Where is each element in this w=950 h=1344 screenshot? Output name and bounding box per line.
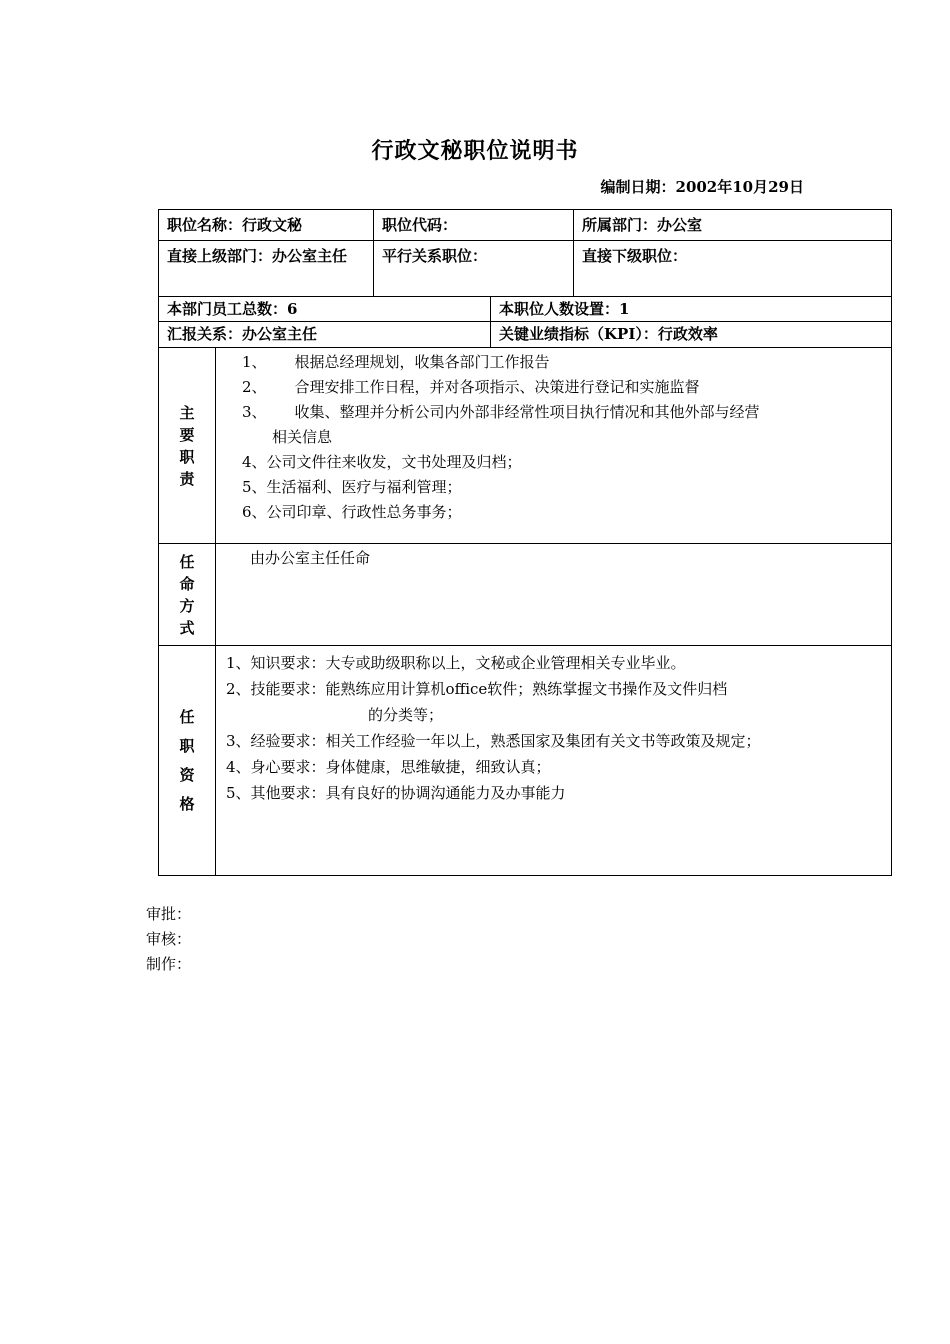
position-code-cell: 职位代码： bbox=[374, 210, 574, 241]
qualifications-label: 任 职 资 格 bbox=[159, 646, 216, 876]
duty-item: 5、生活福利、医疗与福利管理； bbox=[242, 478, 462, 496]
qualification-item-continued: 的分类等； bbox=[368, 706, 444, 724]
reporting-cell: 汇报关系：办公室主任 bbox=[159, 322, 491, 348]
duty-item: 3、 收集、整理并分析公司内外部非经常性项目执行情况和其他外部与经营 bbox=[242, 403, 760, 421]
duty-item: 4、公司文件往来收发，文书处理及归档； bbox=[242, 453, 522, 471]
duties-content bbox=[216, 348, 892, 544]
qualifications-content bbox=[216, 646, 892, 876]
review-line: 审核： bbox=[146, 930, 192, 948]
appointment-content: 由办公室主任任命 bbox=[216, 544, 892, 646]
subordinate-position-cell: 直接下级职位： bbox=[574, 241, 892, 297]
duty-item: 6、公司印章、行政性总务事务； bbox=[242, 503, 462, 521]
department-cell: 所属部门：办公室 bbox=[574, 210, 892, 241]
qualification-item: 5、其他要求：具有良好的协调沟通能力及办事能力 bbox=[226, 784, 566, 802]
prepare-line: 制作： bbox=[146, 955, 192, 973]
duty-item: 1、 根据总经理规划，收集各部门工作报告 bbox=[242, 353, 550, 371]
document-title: 行政文秘职位说明书 bbox=[371, 138, 579, 164]
duty-item-continued: 相关信息 bbox=[272, 428, 333, 446]
approve-line: 审批： bbox=[146, 905, 192, 923]
dept-total-cell: 本部门员工总数：6 bbox=[159, 297, 491, 322]
qualification-item: 2、技能要求：能熟练应用计算机office软件；熟练掌握文书操作及文件归档 bbox=[226, 680, 728, 698]
duties-label: 主 要 职 责 bbox=[159, 348, 216, 544]
job-description-table bbox=[158, 209, 892, 876]
qualification-item: 4、身心要求：身体健康，思维敏捷，细致认真； bbox=[226, 758, 551, 776]
headcount-cell: 本职位人数设置：1 bbox=[491, 297, 892, 322]
kpi-cell: 关键业绩指标（KPI）：行政效率 bbox=[491, 322, 892, 348]
duty-item: 2、 合理安排工作日程，并对各项指示、决策进行登记和实施监督 bbox=[242, 378, 700, 396]
superior-dept-cell: 直接上级部门：办公室主任 bbox=[159, 241, 374, 297]
qualification-item: 3、经验要求：相关工作经验一年以上，熟悉国家及集团有关文书等政策及规定； bbox=[226, 732, 761, 750]
date-line: 编制日期：2002年10月29日 bbox=[600, 178, 804, 196]
appointment-label: 任 命 方 式 bbox=[159, 544, 216, 646]
parallel-position-cell: 平行关系职位： bbox=[374, 241, 574, 297]
position-name-cell: 职位名称：行政文秘 bbox=[159, 210, 374, 241]
qualification-item: 1、知识要求：大专或助级职称以上，文秘或企业管理相关专业毕业。 bbox=[226, 654, 686, 672]
signature-block bbox=[146, 902, 191, 977]
